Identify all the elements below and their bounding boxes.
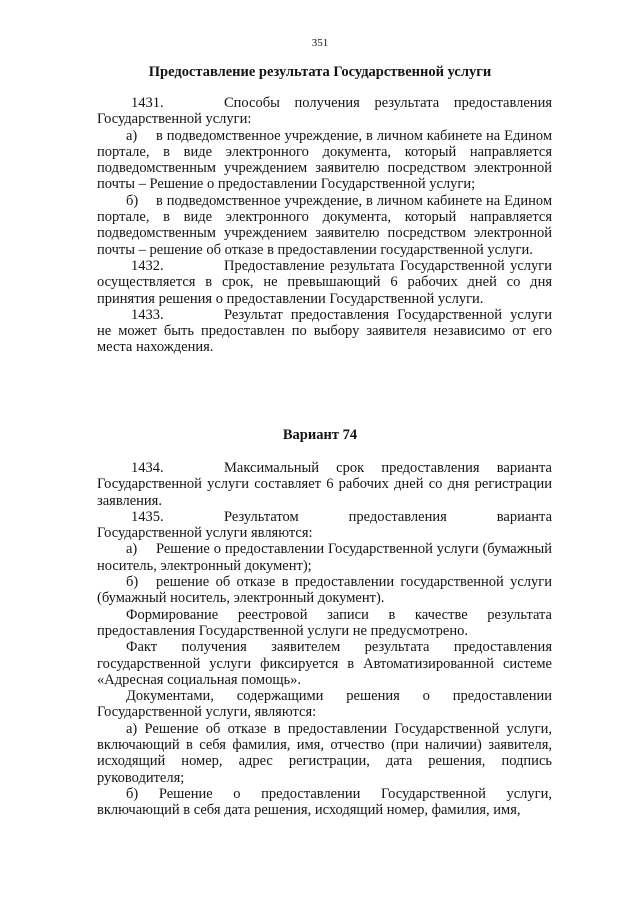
result-item-a bbox=[97, 541, 552, 574]
paragraph-1435 bbox=[97, 509, 552, 542]
clause-number: 1434. bbox=[131, 460, 164, 476]
refusal-decision-paragraph: а) Решение об отказе в предоставлении Государственной услуги, включающий в себя фамилия, имя, отчество (при наличии) заявителя, исходящий номер, адрес регистрации, дата решения, подпись руководителя; bbox=[97, 720, 552, 786]
clause-number: 1431. bbox=[131, 95, 164, 111]
result-item-b bbox=[97, 574, 552, 607]
subitem-text: в подведомственное учреждение, в личном кабинете на Едином портале, в виде электронного документа, который направляется подведомственным учреждением заявителю посредством электронной почты – Решение о предоставлении Государственной услуги; bbox=[97, 127, 552, 193]
clause-number: 1432. bbox=[131, 257, 164, 274]
result-fact-paragraph: Факт получения заявителем результата предоставления государственной услуги фиксируется в Автоматизированной системе «Адресная социальная помощь». bbox=[97, 639, 552, 688]
subitem-label: а) bbox=[126, 127, 138, 144]
clause-text: Способы получения результата предоставления Государственной услуги: bbox=[97, 95, 552, 128]
subitem-a bbox=[97, 128, 552, 193]
registry-record-paragraph: Формирование реестровой записи в качестве результата предоставления Государственной услуги не предусмотрено. bbox=[97, 606, 552, 639]
subitem-label: б) bbox=[126, 192, 139, 209]
subitem-label: а) bbox=[126, 541, 138, 558]
grant-decision-paragraph: б) Решение о предоставлении Государственной услуги, включающий в себя дата решения, исходящий номер, фамилия, имя, bbox=[97, 785, 552, 819]
clause-text: Результатом предоставления варианта Государственной услуги являются: bbox=[97, 508, 552, 542]
clause-number: 1433. bbox=[131, 306, 164, 323]
variant-heading: Вариант 74 bbox=[282, 427, 358, 443]
section-body bbox=[97, 95, 552, 356]
paragraph-1432 bbox=[97, 258, 552, 307]
subitem-text: Решение о предоставлении Государственной услуги (бумажный носитель, электронный документ); bbox=[97, 541, 552, 574]
clause-text: Максимальный срок предоставления варианта Государственной услуги составляет 6 рабочих дней со дня регистрации заявления. bbox=[97, 460, 552, 509]
clause-number: 1435. bbox=[131, 508, 164, 525]
clause-text: Результат предоставления Государственной услуги не может быть предоставлен по выбору заявителя независимо от его места нахождения. bbox=[97, 306, 552, 356]
clause-text: Предоставление результата Государственной услуги осуществляется в срок, не превышающий 6 рабочих дней со дня принятия решения о предоставлении Государственной услуги. bbox=[97, 257, 552, 307]
page-number: 351 bbox=[311, 37, 329, 49]
decision-documents-paragraph: Документами, содержащими решения о предоставлении Государственной услуги, являются: bbox=[97, 688, 552, 721]
paragraph-1434 bbox=[97, 460, 552, 509]
section-heading: Предоставление результата Государственной услуги bbox=[148, 64, 492, 80]
subitem-b bbox=[97, 193, 552, 258]
subitem-text: в подведомственное учреждение, в личном кабинете на Едином портале, в виде электронного документа, который направляется подведомственным учреждением заявителю посредством электронной почты – решение об отказе в предоставлении государственной услуги. bbox=[97, 192, 552, 258]
variant-body bbox=[97, 460, 552, 819]
subitem-label: б) bbox=[126, 574, 139, 591]
paragraph-1433 bbox=[97, 307, 552, 356]
subitem-text: решение об отказе в предоставлении государственной услуги (бумажный носитель, электронный документ). bbox=[97, 574, 552, 607]
paragraph-1431 bbox=[97, 95, 552, 128]
